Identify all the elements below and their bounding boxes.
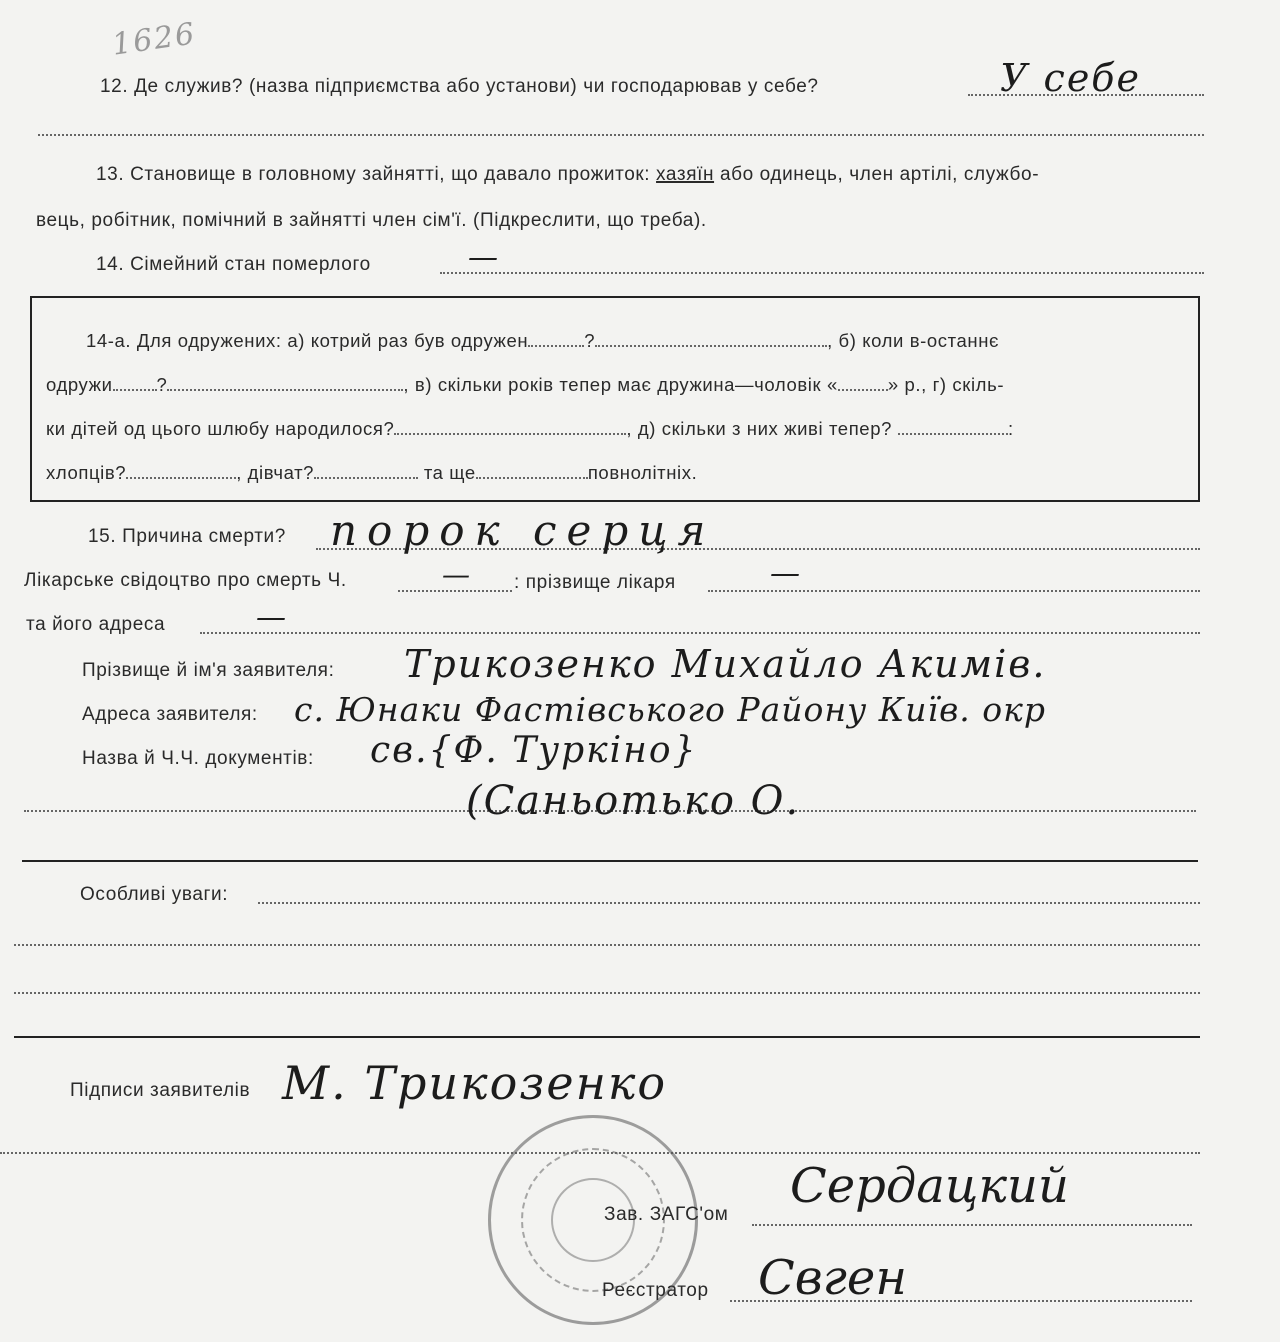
applicant-name-label: Прізвище й ім'я заявителя: [82,660,335,681]
q12-label: 12. Де служив? (назва підприємства або установи) чи господарював у себе? [100,76,819,97]
q14-label: 14. Сімейний стан померлого [96,254,371,275]
remarks-line-1 [258,902,1200,904]
q15-label: 15. Причина смерти? [88,526,286,547]
q13-line2: вець, робітник, помічний в зайнятті член сім'ї. (Підкреслити, що треба). [36,210,707,231]
documents-label: Назва й Ч.Ч. документів: [82,748,314,769]
applicant-name-value: Трикозенко Михайло Акимів. [404,642,1047,686]
remarks-label: Особливі уваги: [80,884,229,905]
certificate-number: — [442,558,472,591]
registrar-signature-line [730,1300,1192,1302]
q15-answer: порок серця [330,506,716,555]
certificate-label: Лікарське свідоцтво про смерть Ч. [24,570,347,591]
head-signature-label: Зав. ЗАГС'ом [604,1204,729,1225]
section-divider-2 [14,1036,1200,1038]
section-divider-1 [22,860,1198,862]
q14a-line2: одружи ? , в) скільки років тепер має дружина—чоловік « » р., г) скіль- [46,374,1005,395]
address-line [200,632,1200,634]
head-signature-line [752,1224,1192,1226]
documents-value-line1: св.{Ф. Туркіно} [370,730,698,771]
q14a-line1: 14-а. Для одружених: а) котрий раз був одружен ? , б) коли в-останнє [86,330,1000,351]
marginal-note: 1626 [109,16,199,63]
remarks-line-3 [14,992,1200,994]
applicant-address-value: с. Юнаки Фастівського Району Київ. окр [294,690,1046,729]
q14a-line3: ки дітей од цього шлюбу народилося? , д) скільки з них живі тепер? : [46,418,1014,439]
q13-line1: 13. Становище в головному зайнятті, що давало прожиток: хазяїн або одинець, член артілі, службо- [96,164,1040,185]
certificate-doctor-label: : прізвище лікаря [514,572,676,593]
q14a-line4: хлопців? , дівчат? та ще повнолітніх. [46,462,698,483]
q12-answer: У себе [1000,56,1141,100]
address-value: — [256,600,288,635]
q14-answer-line [440,272,1204,274]
applicant-address-label: Адреса заявителя: [82,704,258,725]
address-label: та його адреса [26,614,166,635]
doctor-name: — [770,556,802,591]
registrar-label: Реєстратор [602,1280,709,1301]
applicant-signature: М. Трикозенко [282,1056,668,1110]
q14-answer: — [468,240,500,275]
applicant-signature-label: Підписи заявителів [70,1080,251,1101]
q12-continuation-line [38,134,1204,136]
remarks-line-2 [14,944,1200,946]
q13-selected-option: хазяїн [656,164,715,185]
registrar-signature: Свген [758,1250,907,1306]
head-signature: Сердацкий [790,1158,1069,1214]
documents-value-line2: (Саньотько О. [466,778,801,824]
